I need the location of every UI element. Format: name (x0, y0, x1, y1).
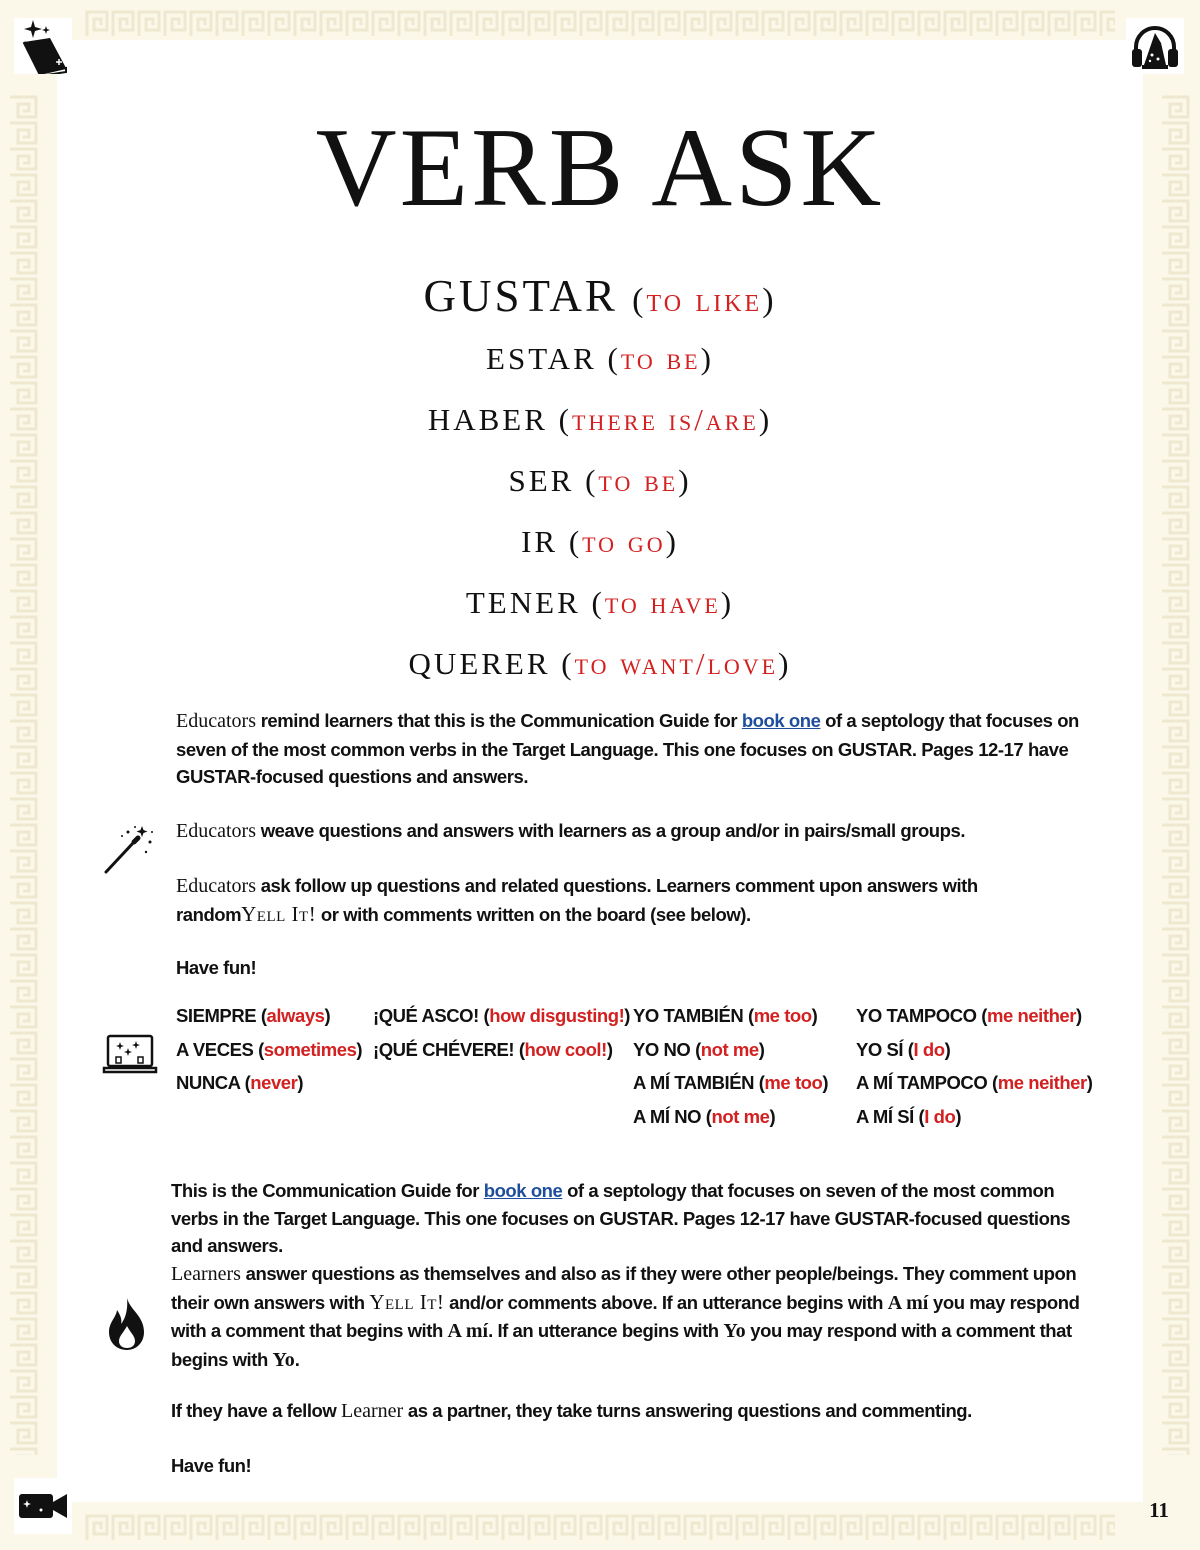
phrase-item: YO TAMPOCO (me neither) (856, 1005, 1082, 1026)
verb-spanish: SER (508, 463, 575, 498)
educators-weave-text: weave questions and answers with learners as a group and/or in pairs/small groups. (260, 820, 966, 841)
educators-have-fun: Have fun! (176, 957, 257, 978)
educators-intro-paragraph (176, 707, 1091, 791)
phrase-item: ¡QUÉ CHÉVERE! (how cool!) (373, 1038, 613, 1060)
yo-term: Yo (272, 1348, 295, 1371)
paren-open: ( (591, 585, 605, 620)
verb-line-ser (0, 465, 1200, 496)
paren-close: ) (778, 646, 792, 681)
greek-key-border-top (85, 6, 1115, 40)
learners-text-c: you may respond with a comment that begins with (171, 1291, 1080, 1341)
phrase-english: me neither (986, 1005, 1077, 1026)
educators-intro-text-a: remind learners that this is the Communication Guide for (260, 710, 738, 731)
verb-spanish: QUERER (408, 646, 551, 681)
paren-close: ) (665, 524, 679, 559)
phrase-item: A VECES (sometimes) (176, 1038, 363, 1060)
educators-word: Educators (176, 710, 256, 732)
wizard-headphones-icon (1126, 18, 1184, 74)
yell-it-label: Yell It! (369, 1289, 445, 1314)
phrase-spanish: A MÍ TAMBIÉN (633, 1072, 755, 1093)
phrase-english: I do (913, 1038, 945, 1060)
greek-key-border-bottom (85, 1510, 1115, 1544)
phrase-spanish: NUNCA (176, 1072, 240, 1093)
phrase-spanish: A MÍ TAMPOCO (856, 1072, 988, 1093)
verb-meaning: to want/love (574, 646, 779, 681)
phrase-item: A MÍ SÍ (I do) (856, 1105, 962, 1127)
phrase-item: SIEMPRE (always) (176, 1005, 331, 1026)
paren-close: ) (758, 402, 773, 437)
educators-weave-paragraph (176, 817, 1091, 846)
paren-open: ( (558, 402, 572, 437)
paren-close: ) (762, 282, 777, 319)
phrase-item: A MÍ TAMPOCO (me neither) (856, 1072, 1093, 1093)
phrase-column-exclamations (373, 999, 630, 1066)
learners-text-e: you may respond with a comment that begins with (171, 1320, 1072, 1370)
phrase-item: YO SÍ (I do) (856, 1038, 951, 1060)
paren-open: ( (568, 524, 583, 559)
phrase-english: me too (753, 1005, 812, 1026)
partner-text-b: as a partner, they take turns answering questions and commenting. (407, 1400, 972, 1421)
spellbook-icon (14, 18, 72, 74)
paren-close: ) (720, 585, 735, 620)
phrase-spanish: YO TAMBIÉN (633, 1005, 744, 1026)
phrase-item: A MÍ TAMBIÉN (me too) (633, 1072, 829, 1093)
page-number: 11 (1149, 1498, 1169, 1522)
verb-meaning: to have (604, 585, 721, 620)
educators-word: Educators (176, 875, 256, 897)
verb-line-querer (0, 648, 1200, 679)
phrase-english: me too (764, 1072, 823, 1093)
yo-term: Yo (723, 1320, 746, 1342)
verb-spanish: GUSTAR (423, 271, 618, 321)
learners-text-d: . If an utterance begins with (488, 1320, 719, 1341)
learners-text-b: and/or comments above. If an utterance begins with (449, 1291, 884, 1313)
phrase-item: NUNCA (never) (176, 1072, 304, 1093)
phrase-item: ¡QUÉ ASCO! (how disgusting!) (373, 1005, 631, 1026)
verb-spanish: TENER (465, 585, 581, 620)
phrase-item: A MÍ NO (not me) (633, 1105, 776, 1127)
learners-partner-paragraph (171, 1397, 1091, 1426)
paren-open: ( (607, 341, 621, 376)
verb-spanish: HABER (427, 402, 548, 437)
learners-guide-paragraph (171, 1177, 1091, 1260)
phrase-column-frequency (176, 999, 362, 1100)
phrase-english: not me (700, 1038, 759, 1060)
guide-text-a: This is the Communication Guide for (171, 1180, 480, 1201)
a-mi-term: A mí (887, 1291, 929, 1314)
learner-word: Learner (341, 1400, 404, 1422)
educators-intro-text-b: of a septology that focuses on seven of the most common verbs in the Target Language. This one focuses on GUSTAR. Pages 12-17 have GUSTAR-focused questions and answers. (176, 710, 1079, 787)
a-mi-term: A mí (447, 1320, 489, 1342)
verb-meaning: to be (598, 463, 679, 498)
guide-text-b: of a septology that focuses on seven of the most common verbs in the Target Language. This one focuses on GUSTAR. Pages 12-17 have GUSTAR-focused questions and answers. (171, 1180, 1071, 1256)
learners-answer-paragraph: Learners answer questions as themselves and also as if they were other people/beings. They comment upon their own answers with Yell It! and/or comments above. If an utterance begins with A mí you may respond with a comment that begins with A mí. If an utterance begins with Yo you may respond with a comment that begins with Yo. (171, 1263, 1080, 1371)
verb-line-tener (0, 587, 1200, 618)
video-camera-icon (14, 1478, 72, 1534)
learners-word: Learners (171, 1263, 241, 1285)
magic-wand-icon (102, 822, 156, 881)
learners-text-a: answer questions as themselves and also as if they were other people/beings. They comment upon their own answers with (171, 1263, 1077, 1313)
verb-spanish: IR (521, 524, 559, 559)
phrase-english: never (250, 1072, 298, 1093)
phrase-spanish: ¡QUÉ CHÉVERE! (373, 1038, 515, 1060)
phrase-english: sometimes (263, 1038, 357, 1060)
verb-line-estar (0, 343, 1200, 374)
phrase-column-negation (856, 999, 1092, 1133)
phrase-spanish: YO SÍ (856, 1038, 904, 1060)
yell-it-label: Yell It! (241, 901, 317, 926)
flame-icon (104, 1296, 150, 1357)
phrase-spanish: SIEMPRE (176, 1005, 257, 1026)
educators-followup-paragraph (176, 872, 1091, 928)
educators-followup-text-a: ask follow up questions and related questions. Learners comment upon answers with random (176, 875, 978, 925)
paren-open: ( (632, 282, 647, 319)
verb-meaning: to be (620, 341, 701, 376)
phrase-column-agreement (633, 999, 828, 1133)
laptop-stars-icon (102, 1032, 158, 1081)
phrase-english: how disgusting! (489, 1005, 625, 1026)
phrase-spanish: A MÍ NO (633, 1105, 702, 1127)
phrase-spanish: YO NO (633, 1038, 691, 1060)
educators-word: Educators (176, 820, 256, 842)
phrase-item: YO TAMBIÉN (me too) (633, 1005, 818, 1026)
phrase-spanish: ¡QUÉ ASCO! (373, 1005, 479, 1026)
phrase-english: me neither (997, 1072, 1087, 1093)
verb-spanish: ESTAR (486, 341, 597, 376)
paren-open: ( (585, 463, 599, 498)
verb-meaning: there is/are (572, 402, 759, 437)
verb-line-haber (0, 404, 1200, 435)
page-title: VERB ASK (315, 106, 885, 230)
phrase-english: not me (711, 1105, 770, 1127)
phrase-english: how cool! (524, 1038, 607, 1060)
book-one-link[interactable]: book one (741, 710, 821, 731)
phrase-english: always (266, 1005, 325, 1026)
partner-text-a: If they have a fellow (171, 1400, 337, 1421)
paren-close: ) (700, 341, 714, 376)
verb-meaning: to go (582, 524, 666, 559)
verb-meaning: to like (646, 282, 763, 319)
phrase-item: YO NO (not me) (633, 1038, 765, 1060)
book-one-link[interactable]: book one (483, 1180, 563, 1201)
phrase-spanish: A MÍ SÍ (856, 1105, 914, 1127)
learners-have-fun: Have fun! (171, 1455, 252, 1476)
verb-line-ir (0, 526, 1200, 557)
verb-line-gustar (0, 271, 1200, 321)
phrase-english: I do (924, 1105, 956, 1127)
phrase-spanish: YO TAMPOCO (856, 1005, 977, 1026)
paren-close: ) (678, 463, 692, 498)
phrase-spanish: A VECES (176, 1038, 254, 1060)
paren-open: ( (561, 646, 575, 681)
educators-followup-text-b: or with comments written on the board (see below). (320, 903, 751, 925)
